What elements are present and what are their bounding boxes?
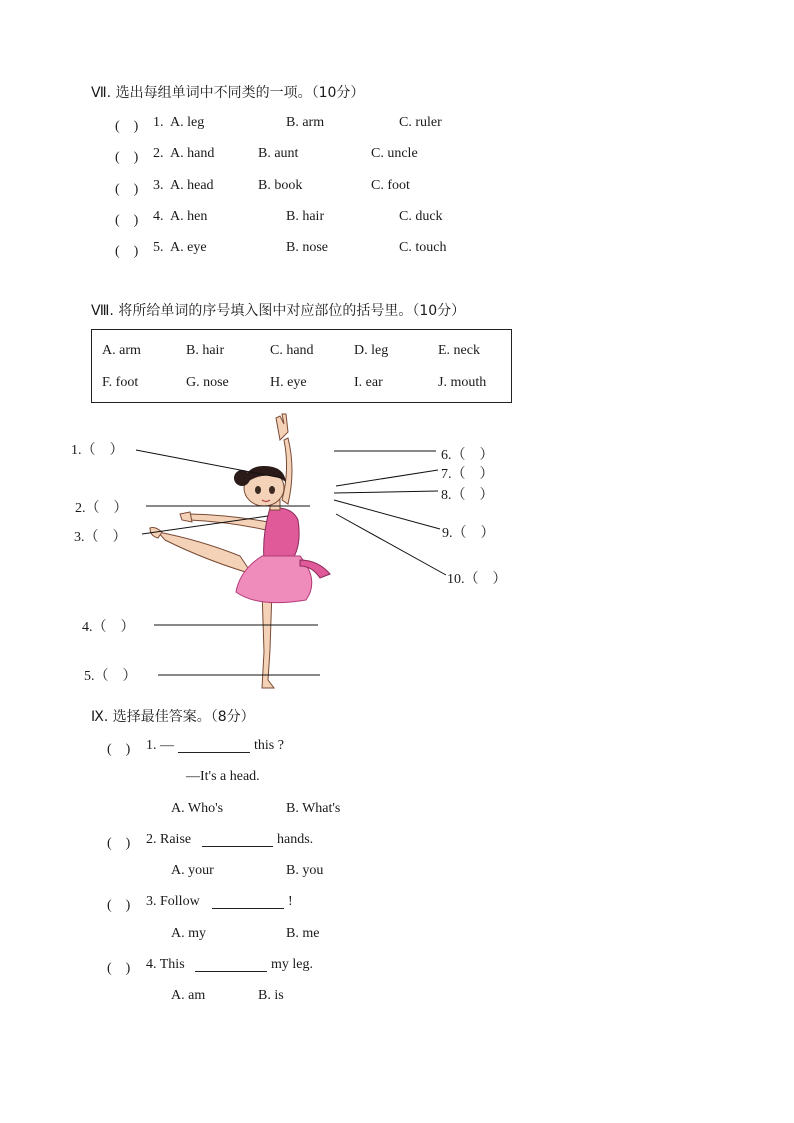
option-c: C. uncle xyxy=(371,146,418,161)
word-bank-item: F. foot xyxy=(102,375,139,390)
option-a: A. your xyxy=(171,863,214,878)
answer-paren[interactable]: ( ) xyxy=(107,836,131,851)
answer-paren[interactable]: ( ) xyxy=(115,182,139,197)
question-number: 4. xyxy=(153,209,164,224)
answer-blank[interactable] xyxy=(178,738,250,753)
body-label-9[interactable]: 9.（ ） xyxy=(442,526,495,541)
answer-paren[interactable]: ( ) xyxy=(107,742,131,757)
answer-paren[interactable]: ( ) xyxy=(115,244,139,259)
word-bank-item: A. arm xyxy=(102,343,141,358)
question-number: 1. xyxy=(153,115,164,130)
word-bank-item: J. mouth xyxy=(438,375,487,390)
question-stem-end: this ? xyxy=(254,738,284,753)
section7-title: Ⅶ. 选出每组单词中不同类的一项。（10分） xyxy=(91,85,365,101)
option-a: A. my xyxy=(171,926,206,941)
answer-blank[interactable] xyxy=(212,894,284,909)
answer-paren[interactable]: ( ) xyxy=(115,213,139,228)
option-c: C. foot xyxy=(371,178,410,193)
word-bank-item: B. hair xyxy=(186,343,225,358)
reply-line: —It's a head. xyxy=(186,769,260,784)
section8-title: Ⅷ. 将所给单词的序号填入图中对应部位的括号里。（10分） xyxy=(91,303,466,319)
question-stem-end: my leg. xyxy=(271,957,313,972)
question-stem-start: 3. Follow xyxy=(146,894,200,909)
option-a: A. am xyxy=(171,988,206,1003)
answer-paren[interactable]: ( ) xyxy=(115,119,139,134)
option-c: C. duck xyxy=(399,209,443,224)
question-stem-start: 1. — xyxy=(146,738,174,753)
word-bank-item: H. eye xyxy=(270,375,307,390)
word-bank-item: C. hand xyxy=(270,343,314,358)
word-bank-item: D. leg xyxy=(354,343,389,358)
answer-blank[interactable] xyxy=(195,957,267,972)
option-b: B. book xyxy=(258,178,303,193)
question-stem-end: hands. xyxy=(277,832,314,847)
body-label-3[interactable]: 3.（ ） xyxy=(74,530,127,545)
option-c: C. ruler xyxy=(399,115,442,130)
body-label-6[interactable]: 6.（ ） xyxy=(441,448,494,463)
option-b: B. is xyxy=(258,988,284,1003)
option-b: B. hair xyxy=(286,209,325,224)
option-a: A. leg xyxy=(170,115,205,130)
word-bank-item: E. neck xyxy=(438,343,480,358)
body-label-10[interactable]: 10.（ ） xyxy=(447,572,507,587)
option-b: B. me xyxy=(286,926,320,941)
option-a: A. head xyxy=(170,178,214,193)
question-stem-end: ! xyxy=(288,894,293,909)
body-label-5[interactable]: 5.（ ） xyxy=(84,669,137,684)
question-stem-start: 4. This xyxy=(146,957,185,972)
option-b: B. What's xyxy=(286,801,341,816)
section9-title: Ⅸ. 选择最佳答案。（8分） xyxy=(91,709,255,725)
question-number: 2. xyxy=(153,146,164,161)
body-label-8[interactable]: 8.（ ） xyxy=(441,488,494,503)
body-label-1[interactable]: 1.（ ） xyxy=(71,443,124,458)
body-label-4[interactable]: 4.（ ） xyxy=(82,620,135,635)
body-label-7[interactable]: 7.（ ） xyxy=(441,467,494,482)
option-a: A. eye xyxy=(170,240,207,255)
option-a: A. Who's xyxy=(171,801,224,816)
option-b: B. nose xyxy=(286,240,328,255)
option-b: B. you xyxy=(286,863,324,878)
word-bank-item: G. nose xyxy=(186,375,229,390)
word-bank-item: I. ear xyxy=(354,375,383,390)
answer-paren[interactable]: ( ) xyxy=(107,898,131,913)
option-b: B. arm xyxy=(286,115,325,130)
answer-paren[interactable]: ( ) xyxy=(107,961,131,976)
option-a: A. hen xyxy=(170,209,208,224)
body-label-2[interactable]: 2.（ ） xyxy=(75,501,128,516)
answer-paren[interactable]: ( ) xyxy=(115,150,139,165)
option-b: B. aunt xyxy=(258,146,299,161)
question-number: 3. xyxy=(153,178,164,193)
option-c: C. touch xyxy=(399,240,447,255)
answer-blank[interactable] xyxy=(202,832,273,847)
option-a: A. hand xyxy=(170,146,215,161)
question-number: 5. xyxy=(153,240,164,255)
question-stem-start: 2. Raise xyxy=(146,832,192,847)
